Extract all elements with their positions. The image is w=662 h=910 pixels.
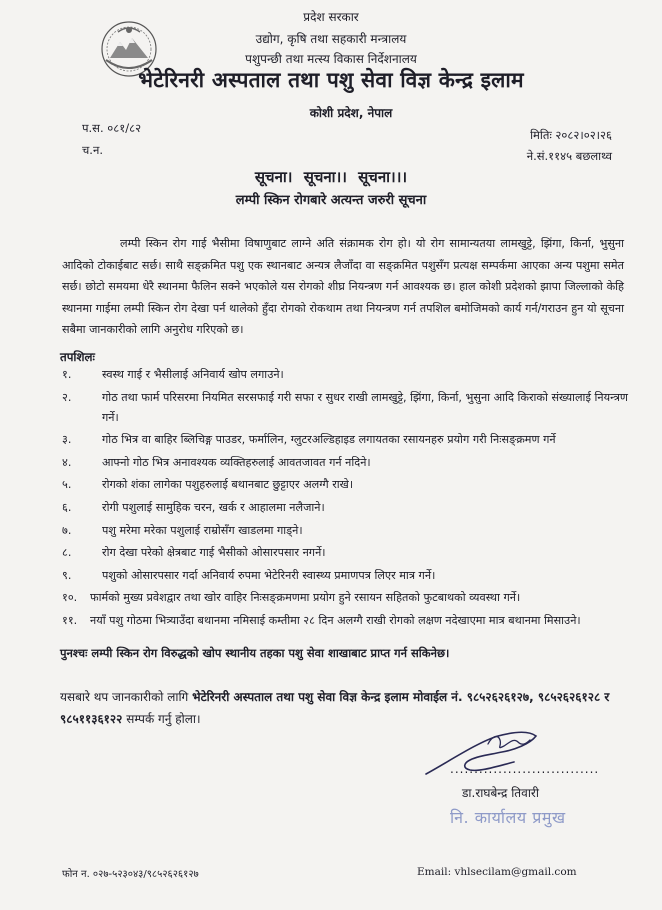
notice-date: मितिः २०८२।०२।२६: [530, 128, 612, 142]
list-item-number: ५.: [62, 478, 72, 492]
details-label: तपशिलः: [60, 350, 95, 364]
list-item: [62, 453, 628, 473]
list-item: [62, 611, 628, 631]
dispatch-number: च.न.: [82, 143, 103, 157]
list-item-number: ११.: [62, 613, 78, 627]
notice-body: [62, 233, 624, 341]
list-item: [62, 365, 628, 385]
header-province-location: कोशी प्रदेश, नेपाल: [309, 106, 393, 120]
list-item-text: गोठ भित्र वा बाहिर ब्लिचिङ्ग पाउडर, फर्मालिन, ग्लुटरअल्डिहाइड लगायतका रसायनहरु प्रयोग गरी निःसङ्क्रमण गर्ने: [102, 433, 556, 447]
list-item-text: पशु मरेमा मरेका पशुलाई राम्रोसँग खाडलमा गाड्ने।: [102, 523, 303, 537]
list-item-text: रोगको शंका लागेका पशुहरुलाई बथानबाट छुट्टाएर अलग्गै राखे।: [102, 478, 354, 492]
contact-suffix: सम्पर्क गर्नु होला।: [126, 712, 201, 726]
list-item-number: ३.: [62, 433, 72, 447]
instruction-list: [62, 365, 628, 634]
header-directorate: पशुपन्छी तथा मत्स्य विकास निर्देशनालय: [245, 52, 417, 66]
list-item-text: रोग देखा परेको क्षेत्रबाट गाई भैसीको ओसारपसार नगर्ने।: [102, 546, 326, 560]
fiscal-year: प.स. ०८१/८२: [82, 121, 142, 135]
list-item-number: ८.: [62, 546, 72, 560]
office-chief-stamp: नि. कार्यालय प्रमुख: [450, 808, 566, 827]
list-item-number: ४.: [62, 455, 72, 469]
notice-body-text: लम्पी स्किन रोग गाई भैसीमा विषाणुबाट लाग्ने अति संक्रामक रोग हो। यो रोग सामान्यतया लामखुट्टे, झिंगा, किर्ना, भुसुना आदिको टोकाईबाट सर्छ। साथै सङ्क्रमित पशु एक स्थानबाट अन्यत्र लैजाँदा वा सङ्क्रमित पशुसँग प्रत्यक्ष सम्पर्कमा आएका अन्य पशुमा समेत सर्छ। छोटो समयमा धेरै स्थानमा फैलिन सक्ने भएकोले यस रोगको शीघ्र नियन्त्रण गर्न आवश्यक छ। हाल कोशी प्रदेशको झापा जिल्लाको केहि स्थानमा गाईमा लम्पी स्किन रोग देखा पर्न थालेको हुँदा रोगको रोकथाम तथा नियन्त्रण गर्न तपशिल बमोजिमको कार्य गर्न/गराउन हुन यो सूचना सबैमा जानकारीको लागि अनुरोध गरिएको छ।: [62, 237, 624, 337]
header-ministry: उद्योग, कृषि तथा सहकारी मन्त्रालय: [255, 32, 407, 46]
footer-phone: फोन न. ०२७-५२३०४३/९८५२६२६१२७: [62, 869, 199, 880]
list-item: [62, 521, 628, 541]
list-item-number: ९.: [62, 568, 72, 582]
list-item-number: १०.: [62, 591, 78, 605]
signatory-name: डा.राघबेन्द्र तिवारी: [462, 786, 539, 800]
nepal-sambat-date: ने.सं.११४५ बछलाथ्व: [526, 149, 612, 163]
list-item-text: फार्मको मुख्य प्रवेशद्वार तथा खोर वाहिर निःसङ्क्रमणमा प्रयोग हुने रसायन सहितको फुटबाथको व्यवस्था गर्ने।: [90, 591, 521, 605]
header-office-name: भेटेरिनरी अस्पताल तथा पशु सेवा विज्ञ केन्द्र इलाम: [138, 68, 524, 92]
list-item: [62, 566, 628, 586]
contact-office-phones: भेटेरिनरी अस्पताल तथा पशु सेवा विज्ञ केन्द्र इलाम मोवाईल नं. ९८५२६२६१२७, ९८५२६२६१२८ र ९८५११३६१२२: [60, 690, 610, 726]
list-item: [62, 388, 628, 428]
notice-title: सूचना। सूचना।। सूचना।।।: [254, 168, 408, 186]
signature-line: ...............................: [450, 762, 600, 776]
header-province-government: प्रदेश सरकार: [303, 10, 359, 24]
list-item: [62, 588, 628, 608]
footer-email: Email: vhlsecilam@gmail.com: [417, 866, 577, 878]
list-item: [62, 543, 628, 563]
list-item-text: आफ्नो गोठ भित्र अनावश्यक व्यक्तिहरुलाई आवतजावत गर्न नदिने।: [102, 455, 371, 469]
list-item-number: १.: [62, 368, 72, 381]
postscript: पुनश्चः लम्पी स्किन रोग विरुद्धको खोप स्थानीय तहका पशु सेवा शाखाबाट प्राप्त गर्न सकिनेछ।: [60, 646, 450, 660]
list-item-number: ७.: [62, 523, 72, 537]
list-item-text: रोगी पशुलाई सामुहिक चरन, खर्क र आहालमा नलैजाने।: [102, 500, 325, 514]
list-item-text: पशुको ओसारपसार गर्दा अनिवार्य रुपमा भेटेरिनरी स्वास्थ्य प्रमाणपत्र लिएर मात्र गर्ने।: [102, 568, 436, 582]
list-item-number: ६.: [62, 500, 72, 514]
list-item-text: नयाँ पशु गोठमा भित्र्याउँदा बथानमा नमिसाई कम्तीमा २८ दिन अलग्गै राखी रोगको लक्षण नदेखाएमा मात्र बथानमा मिसाउने।: [90, 613, 581, 627]
list-item-number: २.: [62, 390, 72, 404]
notice-subject: लम्पी स्किन रोगबारे अत्यन्त जरुरी सूचना: [235, 193, 427, 208]
list-item-text: स्वस्थ गाई र भैसीलाई अनिवार्य खोप लगाउने।: [102, 368, 284, 381]
list-item: [62, 498, 628, 518]
list-item: [62, 430, 628, 450]
contact-prefix: यसबारे थप जानकारीको लागि: [60, 690, 189, 704]
list-item-text: गोठ तथा फार्म परिसरमा नियमित सरसफाई गरी सफा र सुधर राखी लामखुट्टे, झिंगा, किर्ना, भुसुना आदि किराको संख्यालाई नियन्त्रण गर्ने।: [102, 390, 628, 424]
list-item: [62, 475, 628, 495]
